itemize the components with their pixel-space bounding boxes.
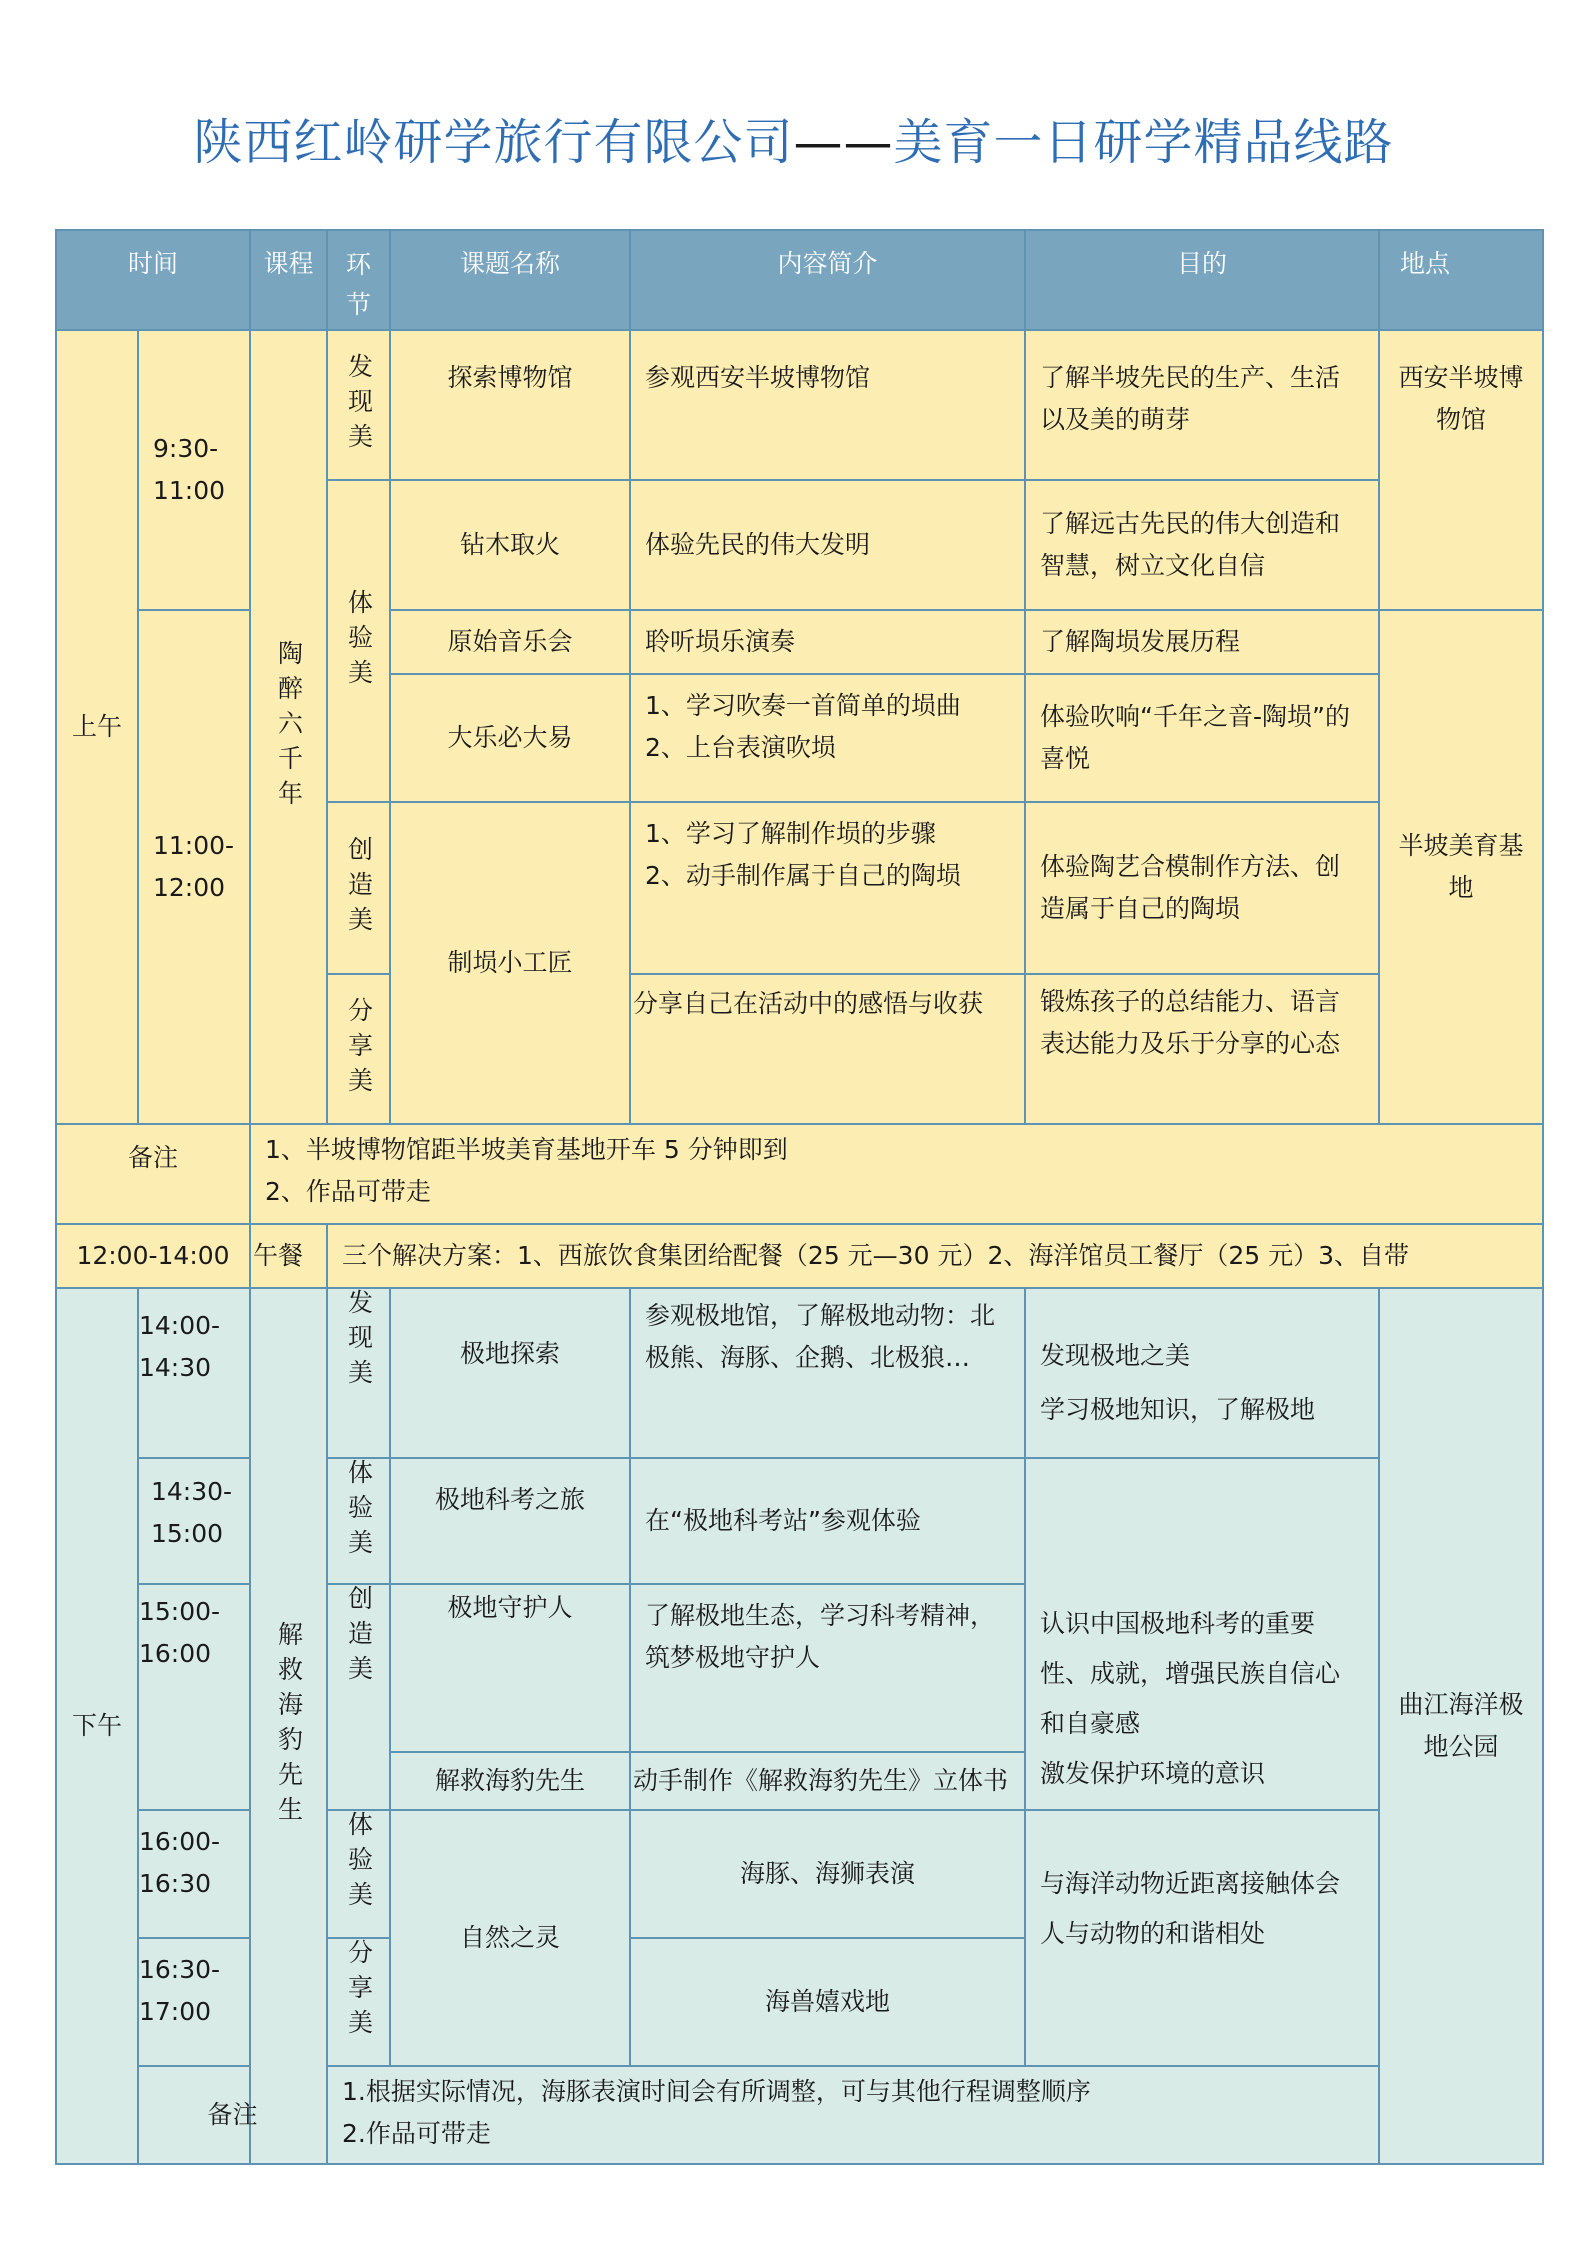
header-course: 课程 — [250, 230, 327, 330]
place-cell: 半坡美育基地 — [1379, 610, 1543, 1124]
period-afternoon: 下午 — [56, 1288, 138, 2164]
purpose-cell: 了解陶埙发展历程 — [1025, 610, 1379, 674]
time-slot: 9:30- 11:00 — [138, 330, 250, 610]
section-discover: 发现美 — [327, 1288, 390, 1458]
content-cell: 海豚、海狮表演 — [630, 1810, 1025, 1938]
time-slot: 11:00- 12:00 — [138, 610, 250, 1124]
table-row — [56, 330, 1543, 480]
title-dash: —— — [793, 114, 894, 171]
purpose-cell: 认识中国极地科考的重要性、成就，增强民族自信心和自豪感 激发保护环境的意识 — [1025, 1458, 1379, 1810]
notes-label: 备注 — [56, 1124, 250, 1224]
notes-row-morning — [56, 1124, 1543, 1224]
topic-cell: 自然之灵 — [390, 1810, 630, 2066]
notes-label: 备注 — [138, 2066, 327, 2164]
purpose-cell: 发现极地之美 学习极地知识，了解极地 — [1025, 1288, 1379, 1458]
header-purpose: 目的 — [1025, 230, 1379, 330]
section-share: 分享美 — [327, 974, 390, 1124]
header-time: 时间 — [56, 230, 250, 330]
schedule-table — [55, 229, 1544, 2165]
topic-cell: 制埙小工匠 — [390, 802, 630, 1124]
title-company: 陕西红岭研学旅行有限公司 — [193, 114, 794, 171]
section-experience: 体验美 — [327, 480, 390, 802]
purpose-cell: 锻炼孩子的总结能力、语言表达能力及乐于分享的心态 — [1025, 974, 1379, 1124]
topic-cell: 极地科考之旅 — [390, 1458, 630, 1584]
notes-text: 1.根据实际情况，海豚表演时间会有所调整，可与其他行程调整顺序 2.作品可带走 — [327, 2066, 1543, 2164]
section-experience: 体验美 — [327, 1810, 390, 1938]
lunch-label: 午餐 — [250, 1224, 327, 1288]
header-section: 环 节 — [327, 230, 390, 330]
notes-row-afternoon — [56, 2066, 1543, 2164]
purpose-cell: 了解半坡先民的生产、生活以及美的萌芽 — [1025, 330, 1379, 480]
content-cell: 海兽嬉戏地 — [630, 1938, 1025, 2066]
lunch-row — [56, 1224, 1543, 1288]
table-row — [56, 1288, 1543, 1458]
header-place: 地点 — [1379, 230, 1543, 330]
section-create: 创造美 — [327, 1584, 390, 1810]
content-cell: 动手制作《解救海豹先生》立体书 — [630, 1752, 1025, 1810]
place-cell: 西安半坡博物馆 — [1379, 330, 1543, 610]
content-cell: 聆听埙乐演奏 — [630, 610, 1025, 674]
section-create: 创造美 — [327, 802, 390, 974]
content-cell: 1、学习吹奏一首简单的埙曲 2、上台表演吹埙 — [630, 674, 1025, 802]
lunch-time: 12:00-14:00 — [56, 1224, 250, 1288]
content-cell: 参观极地馆，了解极地动物：北极熊、海豚、企鹅、北极狼… — [630, 1288, 1025, 1458]
page-title — [0, 108, 1587, 178]
purpose-cell: 体验吹响“千年之音-陶埙”的喜悦 — [1025, 674, 1379, 802]
topic-cell: 原始音乐会 — [390, 610, 630, 674]
content-cell: 在“极地科考站”参观体验 — [630, 1458, 1025, 1584]
time-slot: 14:30- 15:00 — [138, 1458, 250, 1584]
lunch-text: 三个解决方案：1、西旅饮食集团给配餐（25 元—30 元）2、海洋馆员工餐厅（25 元）3、自带 — [327, 1224, 1543, 1288]
purpose-cell: 与海洋动物近距离接触体会人与动物的和谐相处 — [1025, 1810, 1379, 2066]
content-cell: 参观西安半坡博物馆 — [630, 330, 1025, 480]
header-topic: 课题名称 — [390, 230, 630, 330]
purpose-cell: 了解远古先民的伟大创造和智慧，树立文化自信 — [1025, 480, 1379, 610]
topic-cell: 解救海豹先生 — [390, 1752, 630, 1810]
time-slot: 16:30- 17:00 — [138, 1938, 250, 2066]
title-route: 美育一日研学精品线路 — [893, 114, 1394, 171]
course-name: 解救海豹先生 — [250, 1288, 327, 2164]
section-experience: 体验美 — [327, 1458, 390, 1584]
topic-cell: 大乐必大易 — [390, 674, 630, 802]
purpose-cell: 体验陶艺合模制作方法、创造属于自己的陶埙 — [1025, 802, 1379, 974]
header-row — [56, 230, 1543, 330]
content-cell: 了解极地生态，学习科考精神，筑梦极地守护人 — [630, 1584, 1025, 1752]
period-morning: 上午 — [56, 330, 138, 1124]
topic-cell: 极地守护人 — [390, 1584, 630, 1752]
course-name: 陶醉六千年 — [250, 330, 327, 1124]
time-slot: 16:00- 16:30 — [138, 1810, 250, 1938]
section-discover: 发现美 — [327, 330, 390, 480]
notes-text: 1、半坡博物馆距半坡美育基地开车 5 分钟即到 2、作品可带走 — [250, 1124, 1543, 1224]
section-share: 分享美 — [327, 1938, 390, 2066]
time-slot: 14:00- 14:30 — [138, 1288, 250, 1458]
content-cell: 分享自己在活动中的感悟与收获 — [630, 974, 1025, 1124]
content-cell: 1、学习了解制作埙的步骤 2、动手制作属于自己的陶埙 — [630, 802, 1025, 974]
topic-cell: 探索博物馆 — [390, 330, 630, 480]
place-cell: 曲江海洋极地公园 — [1379, 1288, 1543, 2164]
topic-cell: 极地探索 — [390, 1288, 630, 1458]
time-slot: 15:00- 16:00 — [138, 1584, 250, 1810]
content-cell: 体验先民的伟大发明 — [630, 480, 1025, 610]
header-content: 内容简介 — [630, 230, 1025, 330]
topic-cell: 钻木取火 — [390, 480, 630, 610]
